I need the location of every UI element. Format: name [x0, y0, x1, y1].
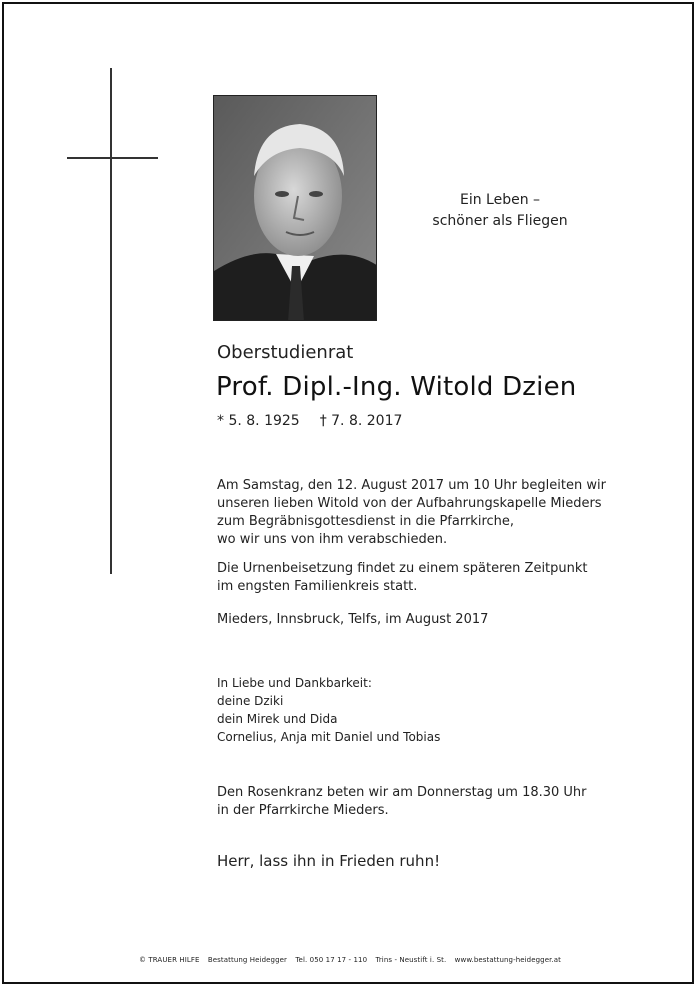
text-line: unseren lieben Witold von der Aufbahrungskapelle Mieders — [217, 496, 602, 511]
place-date — [217, 611, 637, 629]
text-line: im engsten Familienkreis statt. — [217, 579, 418, 594]
mourner-line: dein Mirek und Dida — [217, 712, 338, 726]
footer-address: Trins - Neustift i. St. — [375, 956, 447, 964]
footer-phone: Tel. 050 17 17 - 110 — [295, 956, 368, 964]
birth-date: * 5. 8. 1925 — [217, 413, 300, 429]
text-line: in der Pfarrkirche Mieders. — [217, 803, 389, 818]
text-line: zum Begräbnisgottesdienst in die Pfarrkirche, — [217, 514, 515, 529]
portrait-photo — [213, 95, 377, 321]
mourner-line: Cornelius, Anja mit Daniel und Tobias — [217, 730, 441, 744]
text-line: wo wir uns von ihm verabschieden. — [217, 532, 448, 547]
text-line: Die Urnenbeisetzung findet zu einem späteren Zeitpunkt — [217, 561, 588, 576]
footer-company: Bestattung Heidegger — [207, 956, 288, 964]
cross-vertical-bar — [110, 68, 112, 574]
cross-horizontal-bar — [67, 157, 158, 159]
footer — [0, 956, 700, 964]
funeral-announcement-paragraph — [217, 477, 637, 549]
deceased-name: Prof. Dipl.-Ing. Witold Dzien — [216, 372, 577, 402]
urn-burial-paragraph — [217, 560, 637, 596]
mourner-line: In Liebe und Dankbarkeit: — [217, 676, 372, 690]
life-dates — [217, 413, 422, 429]
mourners-list — [217, 674, 440, 746]
motto-line: schöner als Fliegen — [432, 213, 568, 229]
text-line: Mieders, Innsbruck, Telfs, im August 2017 — [217, 612, 489, 627]
motto-line: Ein Leben – — [459, 192, 541, 208]
motto — [400, 190, 600, 232]
text-line: Den Rosenkranz beten wir am Donnerstag um 18.30 Uhr — [217, 785, 587, 800]
mourner-line: deine Dziki — [217, 694, 284, 708]
closing-prayer: Herr, lass ihn in Frieden ruhn! — [217, 852, 441, 870]
text-line: Am Samstag, den 12. August 2017 um 10 Uhr begleiten wir — [217, 478, 606, 493]
footer-website: www.bestattung-heidegger.at — [454, 956, 562, 964]
footer-brand: © TRAUER HILFE — [138, 956, 200, 964]
academic-title: Oberstudienrat — [217, 342, 354, 363]
death-date: † 7. 8. 2017 — [319, 413, 403, 429]
rosary-paragraph — [217, 784, 637, 820]
